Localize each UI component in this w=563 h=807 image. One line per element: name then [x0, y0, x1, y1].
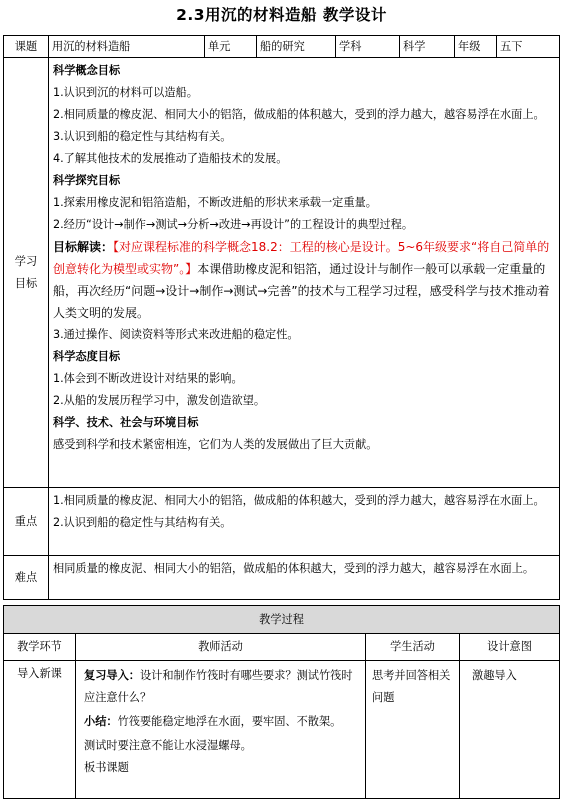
- difficulties-row: [4, 556, 560, 600]
- grade-label: 年级: [455, 36, 497, 58]
- topic-value: 用沉的材料造船: [49, 36, 205, 58]
- subject-value: 科学: [400, 36, 455, 58]
- key-points-content: [49, 488, 560, 556]
- col-header-teacher: 教师活动: [76, 634, 366, 661]
- key-point-item: 1.相同质量的橡皮泥、相同大小的铝箔，做成船的体积越大，受到的浮力越大，越容易浮在水面上。: [53, 494, 545, 507]
- col-header-intent: 设计意图: [460, 634, 560, 661]
- concept-item: 4.了解其他技术的发展推动了造船技术的发展。: [53, 152, 288, 165]
- goal-interpretation: [53, 236, 555, 324]
- board-note: 板书课题: [84, 761, 129, 774]
- sts-text: 感受到科学和技术紧密相连，它们为人类的发展做出了巨大贡献。: [53, 438, 378, 451]
- interpretation-label: 目标解读：: [53, 240, 114, 254]
- unit-value: 船的研究: [257, 36, 336, 58]
- process-header-row: [4, 634, 560, 661]
- subject-label: 学科: [336, 36, 400, 58]
- topic-label: 课题: [4, 36, 49, 58]
- summary: [84, 711, 359, 733]
- header-row: [4, 36, 560, 58]
- col-header-stage: 教学环节: [4, 634, 76, 661]
- teacher-activity-cell: [76, 661, 366, 799]
- goals-row: [4, 58, 560, 488]
- goals-label: 学习目标: [4, 58, 49, 488]
- attitude-item: 1.体会到不断改进设计对结果的影响。: [53, 372, 243, 385]
- review-text: 设计和制作竹筏时有哪些要求？测试竹筏时应注意什么？: [84, 669, 353, 704]
- review-intro: [84, 665, 359, 709]
- design-intent-cell: [460, 661, 560, 799]
- design-intent-text: 激趣导入: [472, 669, 517, 682]
- col-header-student: 学生活动: [366, 634, 460, 661]
- lesson-info-table: [3, 35, 560, 600]
- concept-item: 3.认识到船的稳定性与其结构有关。: [53, 130, 232, 143]
- concept-item: 1.认识到沉的材料可以造船。: [53, 86, 198, 99]
- difficulties-label: 难点: [4, 556, 49, 600]
- difficulty-text: 相同质量的橡皮泥、相同大小的铝箔，做成船的体积越大，受到的浮力越大，越容易浮在水面上。: [53, 562, 535, 575]
- document-title: 2.3用沉的材料造船 教学设计: [176, 6, 387, 24]
- concept-item: 2.相同质量的橡皮泥、相同大小的铝箔，做成船的体积越大，受到的浮力越大，越容易浮在水面上。: [53, 108, 545, 121]
- interpretation-text: 本课借助橡皮泥和铝箔，通过设计与制作一般可以承载一定重量的船，再次经历“问题→设计→制作→测试→完善”的技术与工程学习过程，感受科学与技术推动着人类文明的发展。: [53, 262, 550, 320]
- key-points-row: [4, 488, 560, 556]
- key-points-label: 重点: [4, 488, 49, 556]
- sts-heading: 科学、技术、社会与环境目标: [53, 416, 199, 429]
- inquiry-item: 2.经历“设计→制作→测试→分析→改进→再设计”的工程设计的典型过程。: [53, 218, 414, 231]
- summary-label: 小结：: [84, 715, 118, 728]
- test-note: 测试时要注意不能让水浸湿螺母。: [84, 739, 252, 752]
- inquiry-heading: 科学探究目标: [53, 174, 121, 187]
- attitude-heading: 科学态度目标: [53, 350, 121, 363]
- summary-text: 竹筏要能稳定地浮在水面，要牢固、不散架。: [117, 715, 342, 728]
- grade-value: 五下: [497, 36, 560, 58]
- difficulties-content: [49, 556, 560, 600]
- concept-heading: 科学概念目标: [53, 64, 121, 77]
- teaching-process-table: [3, 605, 560, 799]
- curriculum-standard-note: 【对应课程标准的科学概念18.2：工程的核心是设计。5~6年级要求“将自己简单的创意转化为模型或实物”。】: [53, 240, 550, 276]
- process-title-row: [4, 606, 560, 634]
- inquiry-item: 1.探索用橡皮泥和铝箔造船，不断改进船的形状来承载一定重量。: [53, 196, 377, 209]
- student-activity-text: 思考并回答相关问题: [372, 669, 451, 704]
- student-activity-cell: [366, 661, 460, 799]
- inquiry-item: 3.通过操作、阅读资料等形式来改进船的稳定性。: [53, 328, 299, 341]
- review-label: 复习导入：: [84, 669, 140, 682]
- unit-label: 单元: [205, 36, 257, 58]
- stage-cell: 导入新课: [4, 661, 76, 799]
- key-point-item: 2.认识到船的稳定性与其结构有关。: [53, 516, 232, 529]
- goals-content: [49, 58, 560, 488]
- process-row: [4, 661, 560, 799]
- process-title: 教学过程: [4, 606, 560, 634]
- attitude-item: 2.从船的发展历程学习中，激发创造欲望。: [53, 394, 266, 407]
